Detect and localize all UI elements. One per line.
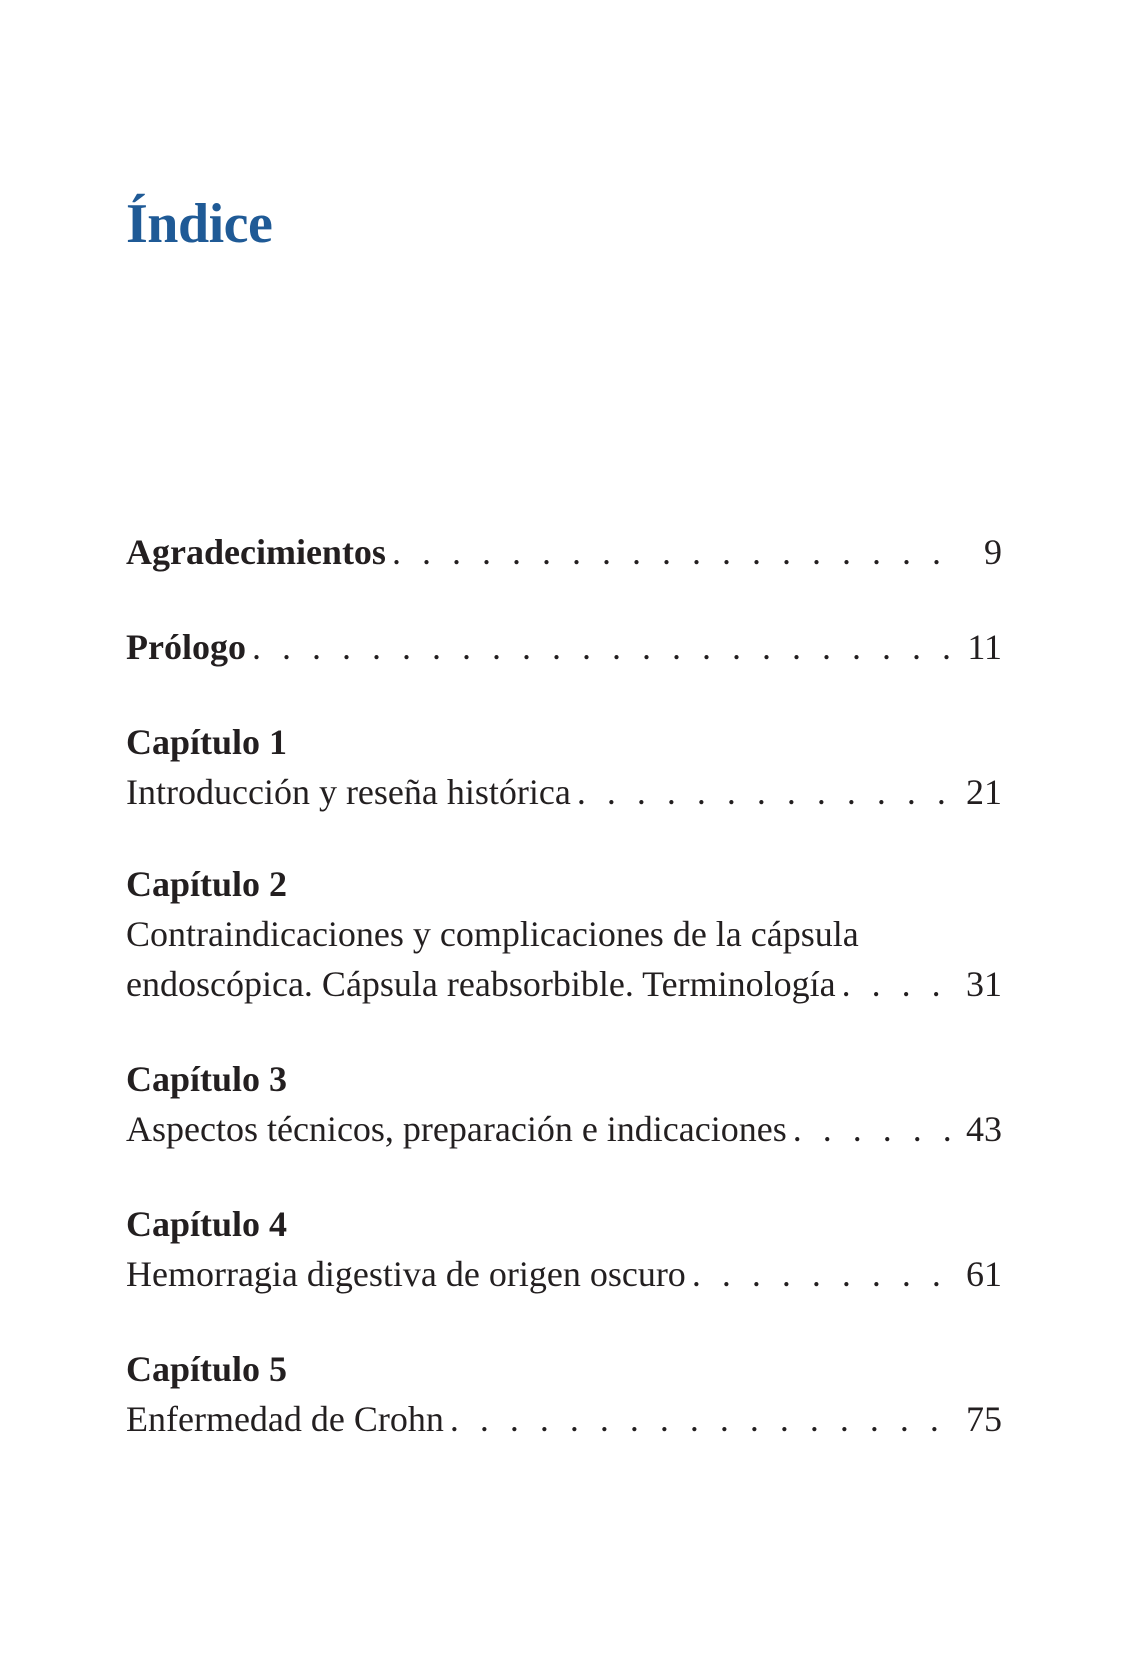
toc-line [126,622,1002,672]
toc-entry-chapter-5[interactable] [126,1344,1002,1444]
dot-leader [793,1104,950,1154]
toc-page-number: 75 [966,1399,1002,1439]
toc-page-number: 11 [967,627,1002,667]
toc-page-number: 43 [966,1109,1002,1149]
toc-page-number: 21 [966,772,1002,812]
toc-entry-agradecimientos[interactable] [126,527,1002,577]
dot-leader [842,959,950,1009]
chapter-title: Hemorragia digestiva de origen oscuro [126,1254,686,1294]
chapter-title: Enfermedad de Crohn [126,1399,444,1439]
table-of-contents [126,532,1002,1444]
chapter-title: Introducción y reseña histórica [126,772,571,812]
toc-line [126,1249,1002,1299]
toc-page-number: 61 [966,1254,1002,1294]
chapter-label: Capítulo 3 [126,1059,288,1099]
toc-line [126,767,1002,817]
toc-entry-label: Agradecimientos [126,532,386,572]
chapter-label: Capítulo 4 [126,1204,288,1244]
toc-page-number: 9 [984,532,1002,572]
toc-entry-chapter-4[interactable] [126,1199,1002,1299]
toc-entry-prologo[interactable] [126,622,1002,672]
toc-entry-label: Prólogo [126,627,246,667]
toc-entry-chapter-2[interactable] [126,859,1002,1009]
chapter-label: Capítulo 2 [126,864,288,904]
page-title: Índice [126,193,273,255]
chapter-title: endoscópica. Cápsula reabsorbible. Terminología [126,964,836,1004]
toc-line [126,1104,1002,1154]
toc-line [126,1394,1002,1444]
dot-leader [692,1249,950,1299]
dot-leader [252,622,950,672]
toc-entry-chapter-3[interactable] [126,1054,1002,1154]
toc-entry-chapter-1[interactable] [126,717,1002,817]
chapter-title-line: Contraindicaciones y complicaciones de la cápsula [126,914,859,954]
toc-line [126,959,1002,1009]
dot-leader [450,1394,950,1444]
dot-leader [392,527,950,577]
chapter-label: Capítulo 1 [126,722,288,762]
toc-page-number: 31 [966,964,1002,1004]
toc-line [126,527,1002,577]
chapter-title: Aspectos técnicos, preparación e indicaciones [126,1109,787,1149]
chapter-label: Capítulo 5 [126,1349,288,1389]
dot-leader [577,767,950,817]
